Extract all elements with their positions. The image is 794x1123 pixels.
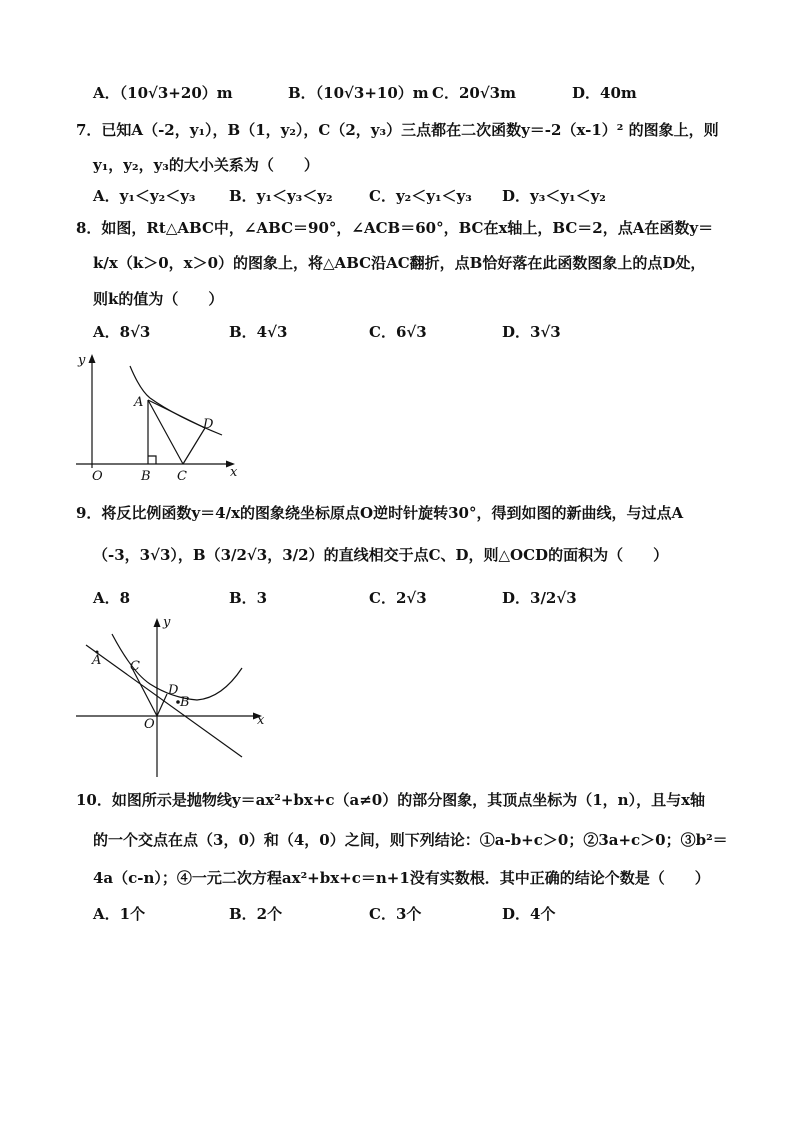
q8-option-b: B．4√3 [229, 323, 288, 341]
q9-option-b: B．3 [229, 589, 268, 607]
q9-label-b: B [180, 695, 190, 710]
q8-stem-line2: k/x（k＞0，x＞0）的图象上，将△ABC沿AC翻折，点B恰好落在此函数图象上的点D处， [93, 254, 706, 272]
q8-label-o: O [92, 469, 103, 484]
q7-option-c: C．y₂＜y₁＜y₃ [369, 187, 472, 205]
q8-right-angle-mark [148, 456, 156, 464]
q7-stem-line1: 7．已知A（-2，y₁），B（1，y₂），C（2，y₃）三点都在二次函数y＝-2（x-1）² 的图象上，则 [76, 121, 719, 139]
q8-label-c: C [177, 469, 187, 484]
q9-label-o: O [144, 717, 155, 732]
q10-stem-line3: 4a（c-n）；④一元二次方程ax²+bx+c＝n+1没有实数根．其中正确的结论个数是（ ） [93, 869, 710, 887]
q10-option-a: A．1个 [93, 905, 146, 923]
q6-option-b: B．（10√3+10）m [288, 84, 429, 102]
q9-label-y: y [163, 615, 171, 630]
q8-label-d: D [203, 417, 214, 432]
q8-option-a: A．8√3 [93, 323, 151, 341]
q9-option-c: C．2√3 [369, 589, 427, 607]
q6-option-d: D．40m [572, 84, 637, 102]
q9-segment-oc [132, 668, 157, 716]
q8-option-d: D．3√3 [502, 323, 561, 341]
q9-stem-line1: 9．将反比例函数y＝4/x的图象绕坐标原点O逆时针旋转30°，得到如图的新曲线，与过点A [76, 504, 684, 522]
q10-stem-line1: 10．如图所示是抛物线y＝ax²+bx+c（a≠0）的部分图象，其顶点坐标为（1，n），且与x轴 [76, 791, 706, 809]
q9-option-d: D．3/2√3 [502, 589, 577, 607]
q9-y-arrow [154, 618, 161, 627]
q8-segment-ac [148, 400, 183, 464]
q7-stem-line2: y₁，y₂，y₃的大小关系为（ ） [93, 156, 319, 174]
q9-label-c: C [130, 659, 140, 674]
q9-label-x: x [257, 713, 265, 728]
q7-option-a: A．y₁＜y₂＜y₃ [93, 187, 196, 205]
q8-segment-dc [183, 428, 205, 464]
q8-stem-line1: 8．如图，Rt△ABC中，∠ABC＝90°，∠ACB＝60°，BC在x轴上，BC＝2，点A在函数y＝ [76, 219, 714, 237]
q9-label-a: A [92, 653, 102, 668]
q8-label-y: y [78, 353, 86, 368]
q10-option-c: C．3个 [369, 905, 422, 923]
q9-stem-line2: （-3，3√3），B（3/2√3，3/2）的直线相交于点C、D，则△OCD的面积为（ ） [93, 546, 669, 564]
q10-stem-line2: 的一个交点在点（3，0）和（4，0）之间，则下列结论：①a-b+c＞0；②3a+c＞0；③b²＝ [93, 831, 728, 849]
q6-option-c: C．20√3m [432, 84, 516, 102]
q8-stem-line3: 则k的值为（ ） [93, 290, 224, 308]
q7-option-b: B．y₁＜y₃＜y₂ [229, 187, 333, 205]
q8-label-x: x [230, 465, 238, 480]
q8-option-c: C．6√3 [369, 323, 427, 341]
q10-option-b: B．2个 [229, 905, 283, 923]
q8-figure [70, 350, 250, 485]
q7-option-d: D．y₃＜y₁＜y₂ [502, 187, 606, 205]
q8-y-arrow [89, 354, 96, 363]
q9-figure [72, 612, 272, 782]
q6-option-a: A．（10√3+20）m [93, 84, 233, 102]
q9-option-a: A．8 [93, 589, 131, 607]
q8-segment-ad [148, 400, 205, 428]
q8-label-b: B [141, 469, 151, 484]
q9-label-d: D [168, 683, 179, 698]
q10-option-d: D．4个 [502, 905, 556, 923]
q8-label-a: A [134, 395, 144, 410]
